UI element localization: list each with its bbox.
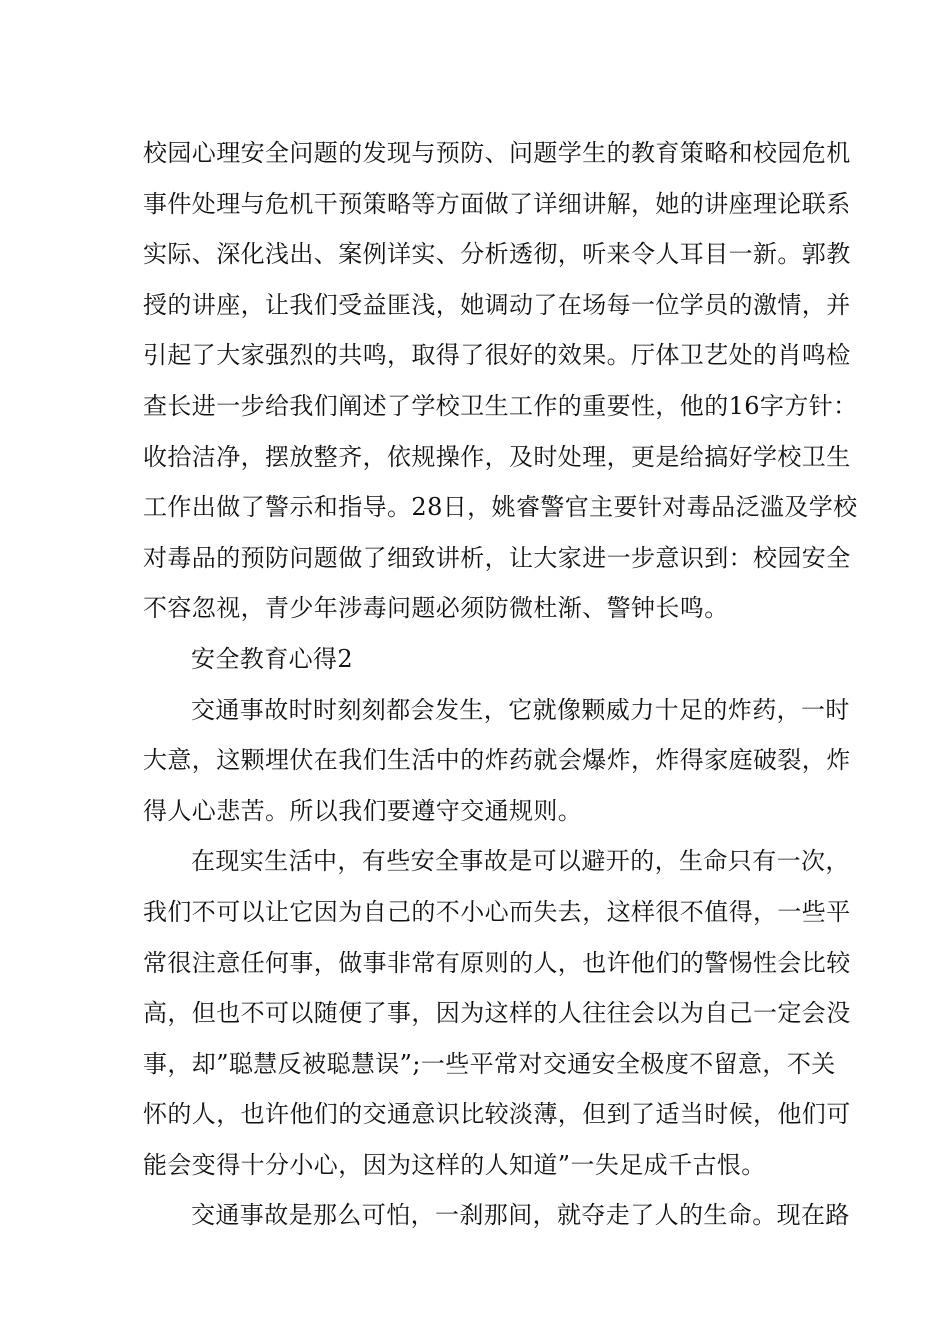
text-line: 事件处理与危机干预策略等方面做了详细讲解，她的讲座理论联系 <box>143 189 851 218</box>
text-line: 事，却”聪慧反被聪慧误”;一些平常对交通安全极度不留意，不关 <box>143 1049 836 1078</box>
text-line: 我们不可以让它因为自己的不小心而失去，这样很不值得，一些平 <box>143 897 851 926</box>
text-line: 交通事故是那么可怕，一刹那间，就夺走了人的生命。现在路 <box>191 1201 850 1230</box>
text-line: 能会变得十分小心，因为这样的人知道”一失足成千古恨。 <box>143 1150 766 1179</box>
document-body <box>143 128 858 1241</box>
text-line: 在现实生活中，有些安全事故是可以避开的，生命只有一次， <box>191 847 850 876</box>
text-line: 得人心悲苦。所以我们要遵守交通规则。 <box>143 796 583 825</box>
text-line: 校园心理安全问题的发现与预防、问题学生的教育策略和校园危机 <box>143 139 851 167</box>
text-line: 收拾洁净，摆放整齐，依规操作，及时处理，更是给搞好学校卫生 <box>143 442 851 471</box>
text-line: 交通事故时时刻刻都会发生，它就像颗威力十足的炸药，一时 <box>191 695 850 724</box>
text-line: 大意，这颗埋伏在我们生活中的炸药就会爆炸，炸得家庭破裂，炸 <box>143 746 851 775</box>
text-line: 工作出做了警示和指导。28日，姚睿警官主要针对毒品泛滥及学校 <box>143 493 858 522</box>
text-line: 不容忽视，青少年涉毒问题必须防微杜渐、警钟长鸣。 <box>143 594 729 623</box>
text-line: 查长进一步给我们阐述了学校卫生工作的重要性，他的16字方针： <box>143 391 858 420</box>
section-heading: 安全教育心得2 <box>191 644 354 673</box>
text-line: 对毒品的预防问题做了细致讲析，让大家进一步意识到：校园安全 <box>143 543 851 572</box>
text-line: 常很注意任何事，做事非常有原则的人，也许他们的警惕性会比较 <box>143 948 851 977</box>
text-line: 引起了大家强烈的共鸣，取得了很好的效果。厅体卫艺处的肖鸣检 <box>143 341 851 370</box>
text-line: 怀的人，也许他们的交通意识比较淡薄，但到了适当时候，他们可 <box>143 1100 851 1129</box>
text-line: 授的讲座，让我们受益匪浅，她调动了在场每一位学员的激情，并 <box>143 290 851 319</box>
text-line: 高，但也不可以随便了事，因为这样的人往往会以为自己一定会没 <box>143 999 851 1028</box>
text-line: 实际、深化浅出、案例详实、分析透彻，听来令人耳目一新。郭教 <box>143 240 851 269</box>
